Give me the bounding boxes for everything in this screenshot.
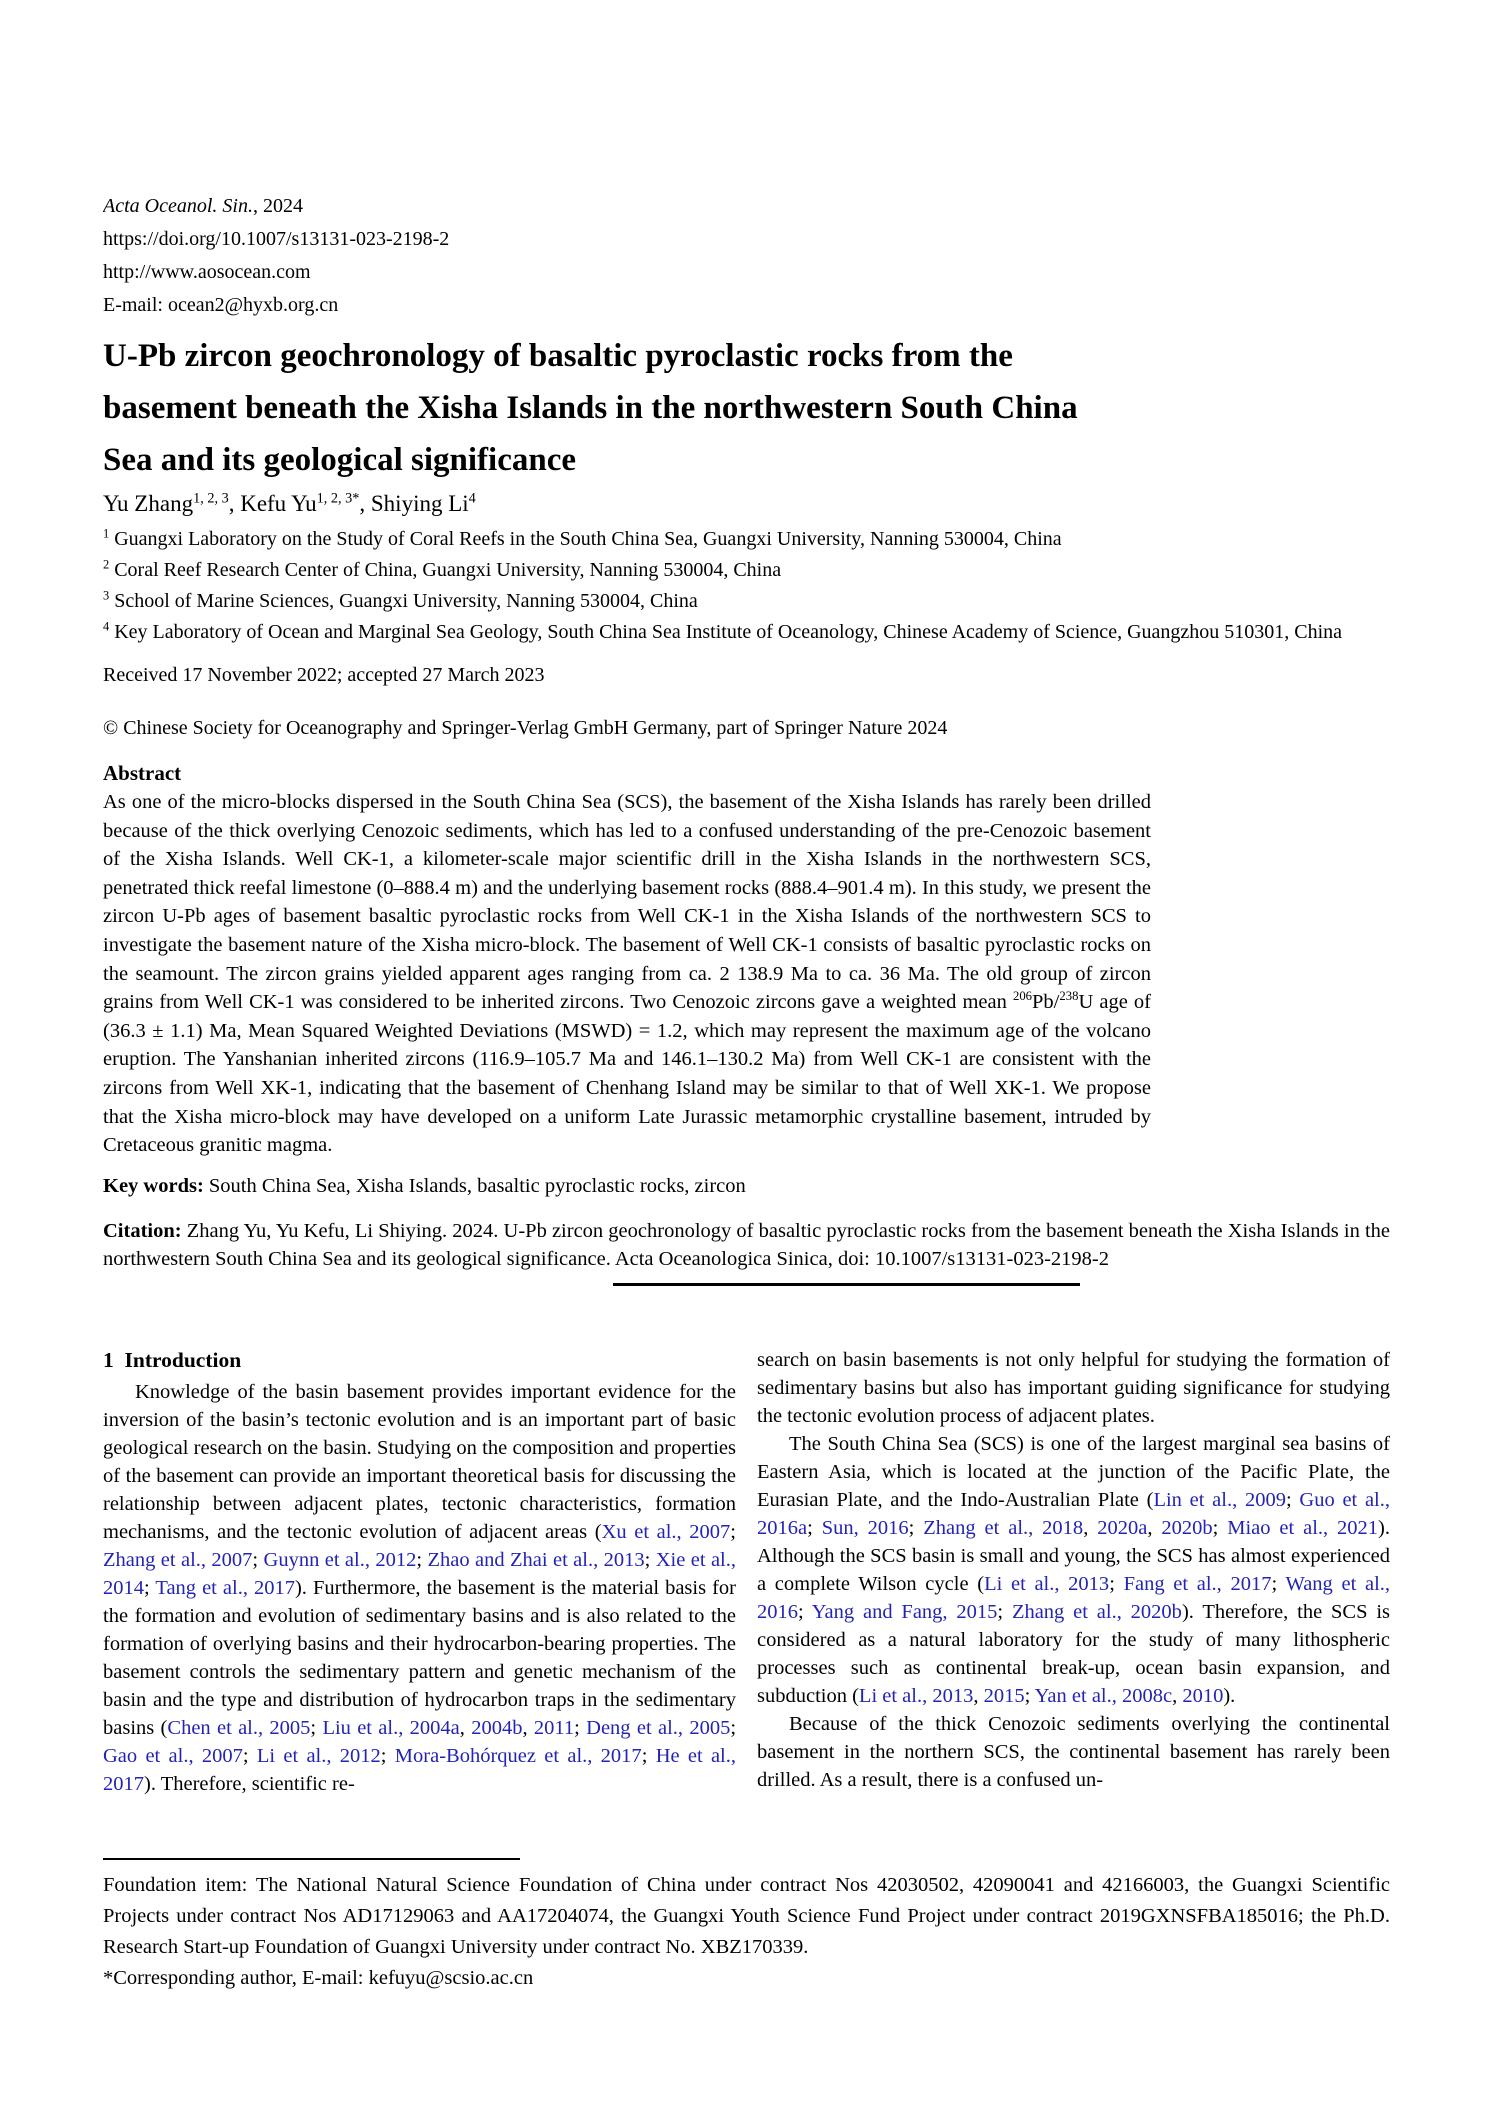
text-segment: , (1083, 1517, 1098, 1539)
citation-link[interactable]: 2015 (983, 1685, 1025, 1707)
affiliations (103, 524, 1390, 648)
text-segment: The South China Sea (SCS) is one of the largest marginal sea basins of Eastern Asia, which is located at the junction of the Pacific Plate, the Eurasian Plate, and the Indo-Australian Plate ( (757, 1433, 1390, 1511)
text-segment: , 2024 (252, 195, 303, 217)
text-segment: ; (252, 1549, 264, 1571)
copyright-line: © Chinese Society for Oceanography and Springer-Verlag GmbH Germany, part of Springer Nature 2024 (103, 717, 948, 739)
text-segment: Knowledge of the basin basement provides important evidence for the inversion of the basin’s tectonic evolution and is an important part of basic geological research on the basin. Studying on the composition and properties of the basement can provide an important theoretical basis for discussing the relationship between adjacent plates, tectonic characteristics, formation mechanisms, and the tectonic evolution of adjacent areas ( (103, 1381, 736, 1543)
text-segment: Because of the thick Cenozoic sediments overlying the continental basement in the northern SCS, the continental basement has rarely been drilled. As a result, there is a confused un- (757, 1713, 1390, 1791)
foundation-item: Foundation item: The National Natural Science Foundation of China under contract Nos 42030502, 42090041 and 42166003, the Guangxi Scientific Projects under contract Nos AD17129063 and AA17204074, the Guangxi Youth Science Fund Project under contract 2019GXNSFBA185016; the Ph.D. Research Start-up Foundation of Guangxi University under contract No. XBZ170339. (103, 1874, 1390, 1958)
paragraph (757, 1346, 1390, 1430)
affiliation-number: 1 (103, 526, 110, 541)
right-column (757, 1346, 1390, 1854)
citation-link[interactable]: Sun, 2016 (821, 1517, 909, 1539)
text-segment: search on basin basements is not only helpful for studying the formation of sedimentary basins but also has important guiding significance for studying the tectonic evolution process of adjacent plates. (757, 1349, 1390, 1427)
citation-link[interactable]: Xie et al., 2014 (103, 1549, 736, 1599)
citation-link[interactable]: He et al., 2017 (103, 1745, 737, 1795)
text-segment: Pb/ (1032, 991, 1060, 1014)
corresponding-author-line: *Corresponding author, E-mail: kefuyu@scsio.ac.cn (103, 1967, 534, 1989)
citation-link[interactable]: Zhao and Zhai et al., 2013 (427, 1549, 645, 1571)
citation-link[interactable]: Deng et al., 2005 (586, 1717, 731, 1739)
left-column (103, 1346, 736, 1854)
citation-link[interactable]: Zhang et al., 2020b (1011, 1601, 1182, 1623)
superscript-text: 1, 2, 3 (193, 490, 229, 507)
superscript-text: 238 (1059, 989, 1079, 1004)
affiliation-text: School of Marine Sciences, Guangxi University, Nanning 530004, China (114, 590, 698, 612)
section-heading-introduction: 1 Introduction (103, 1348, 242, 1372)
journal-header (103, 0, 1390, 322)
citation-block (103, 1217, 1390, 1274)
paragraph (757, 1430, 1390, 1710)
text-segment: ). Furthermore, the basement is the material basis for the formation and evolution of sedimentary basins and is also related to the formation of overlying basins and their hydrocarbon-bearing properties. The basement controls the sedimentary pattern and genetic mechanism of the basin and the type and distribution of hydrocarbon traps in the sedimentary basins ( (103, 1577, 736, 1739)
journal-name-line (103, 190, 1390, 223)
citation-link[interactable]: Tang et al., 2017 (155, 1577, 295, 1599)
citation-link[interactable]: Li et al., 2012 (256, 1745, 381, 1767)
affiliation (103, 617, 1390, 648)
text-segment: ; (1212, 1517, 1228, 1539)
received-line: Received 17 November 2022; accepted 27 March 2023 (103, 664, 545, 686)
affiliation (103, 524, 1390, 555)
affiliation-number: 2 (103, 557, 110, 572)
front-matter (103, 0, 1390, 1300)
footnote-rule (103, 1858, 520, 1860)
citation-link[interactable]: Fang et al., 2017 (1123, 1573, 1272, 1595)
text-segment: U age of (36.3 ± 1.1) Ma, Mean Squared Weighted Deviations (MSWD) = 1.2, which may represent the maximum age of the volcano eruption. The Yanshanian inherited zircons (116.9–105.7 Ma and 146.1–130.2 Ma) from Well CK-1 are consistent with the zircons from Well XK-1, indicating that the basement of Chenhang Island may be similar to that of Well XK-1. We propose that the Xisha micro-block may have developed on a uniform Late Jurassic metamorphic crystalline basement, intruded by Cretaceous granitic magma. (103, 991, 1151, 1157)
text-segment: ; (1285, 1489, 1300, 1511)
text-segment: , (1147, 1517, 1162, 1539)
citation-link[interactable]: Lin et al., 2009 (1153, 1489, 1286, 1511)
text-segment: ; (807, 1517, 822, 1539)
text-segment: , (973, 1685, 984, 1707)
text-segment: ). Therefore, scientific re- (144, 1773, 355, 1795)
text-segment: ). (1223, 1685, 1236, 1707)
citation-link[interactable]: Gao et al., 2007 (103, 1745, 243, 1767)
affiliation (103, 555, 1390, 586)
citation-link[interactable]: Liu et al., 2004a (322, 1717, 460, 1739)
text-segment: ; (641, 1745, 656, 1767)
text-segment: Yu Zhang (103, 491, 194, 516)
citation-link[interactable]: Chen et al., 2005 (167, 1717, 311, 1739)
body-text-columns (103, 1346, 1390, 1854)
citation-link[interactable]: 2004b (471, 1717, 523, 1739)
text-segment: ). Therefore, the SCS is considered as a natural laboratory for the study of many lithospheric processes such as continental break-up, ocean basin expansion, and subduction ( (757, 1601, 1390, 1707)
citation-link[interactable]: Yan et al., 2008c (1034, 1685, 1173, 1707)
affiliation-text: Guangxi Laboratory on the Study of Coral Reefs in the South China Sea, Guangxi University, Nanning 530004, China (114, 528, 1062, 550)
text-segment: , Shiying Li (359, 491, 469, 516)
website-line: http://www.aosocean.com (103, 261, 311, 283)
citation-link[interactable]: Guo et al., 2016a (757, 1489, 1390, 1539)
affiliation-text: Coral Reef Research Center of China, Guangxi University, Nanning 530004, China (114, 559, 782, 581)
text-segment: As one of the micro-blocks dispersed in the South China Sea (SCS), the basement of the Xisha Islands has rarely been drilled because of the thick overlying Cenozoic sediments, which has led to a confused understanding of the pre-Cenozoic basement of the Xisha Islands. Well CK-1, a kilometer-scale major scientific drill in the Xisha Islands in the northwestern SCS, penetrated thick reefal limestone (0–888.4 m) and the underlying basement rocks (888.4–901.4 m). In this study, we present the zircon U-Pb ages of basement basaltic pyroclastic rocks from Well CK-1 in the Xisha Islands of the northwestern SCS to investigate the basement nature of the Xisha micro-block. The basement of Well CK-1 consists of basaltic pyroclastic rocks on the seamount. The zircon grains yielded apparent ages ranging from ca. 2 138.9 Ma to ca. 36 Ma. The old group of zircon grains from Well CK-1 was considered to be inherited zircons. Two Cenozoic zircons gave a weighted mean (103, 791, 1151, 1014)
text-segment: ; (574, 1717, 587, 1739)
text-segment: ; (644, 1549, 656, 1571)
citation-link[interactable]: Li et al., 2013 (858, 1685, 974, 1707)
text-segment: ; (1109, 1573, 1124, 1595)
affiliation-number: 4 (103, 619, 110, 634)
text-segment: ; (798, 1601, 812, 1623)
abstract-heading: Abstract (103, 761, 182, 785)
citation-link[interactable]: Zhang et al., 2018 (923, 1517, 1084, 1539)
affiliation-text: Key Laboratory of Ocean and Marginal Sea Geology, South China Sea Institute of Oceanology, Chinese Academy of Science, Guangzhou 510301, China (114, 621, 1343, 643)
email-line: E-mail: ocean2@hyxb.org.cn (103, 294, 339, 316)
text-segment: , Kefu Yu (228, 491, 317, 516)
footnote-block (103, 1858, 1390, 1994)
citation-link[interactable]: Zhang et al., 2007 (103, 1549, 253, 1571)
superscript-text: 4 (468, 490, 476, 507)
superscript-text: 1, 2, 3* (316, 490, 360, 507)
paper-title: U-Pb zircon geochronology of basaltic pyroclastic rocks from the basement beneath the Xisha Islands in the northwestern South China Sea and its geological significance (103, 338, 1078, 478)
text-segment: ; (730, 1717, 737, 1739)
affiliation (103, 586, 1390, 617)
citation-link[interactable]: Miao et al., 2021 (1227, 1517, 1379, 1539)
authors-line (103, 488, 1390, 520)
citation-link[interactable]: Yang and Fang, 2015 (811, 1601, 998, 1623)
text-segment: Key words: (103, 1174, 209, 1197)
citation-link[interactable]: 2020b (1161, 1517, 1213, 1539)
text-segment: ; (416, 1549, 428, 1571)
citation-link[interactable]: 2010 (1182, 1685, 1224, 1707)
text-segment: ; (144, 1577, 156, 1599)
text-segment: ). Although the SCS basin is small and young, the SCS has almost experienced a complete Wilson cycle ( (757, 1517, 1390, 1595)
keywords-line (103, 1172, 1390, 1201)
text-segment: ; (730, 1521, 736, 1543)
text-segment: Zhang Yu, Yu Kefu, Li Shiying. 2024. U-Pb zircon geochronology of basaltic pyroclastic rocks from the basement beneath the Xisha Islands in the northwestern South China Sea and its geological significance. Acta Oceanologica Sinica, doi: 10.1007/s13131-023-2198-2 (103, 1219, 1390, 1271)
text-segment: ; (1271, 1573, 1286, 1595)
citation-link[interactable]: Li et al., 2013 (984, 1573, 1110, 1595)
text-segment: South China Sea, Xisha Islands, basaltic pyroclastic rocks, zircon (208, 1174, 746, 1197)
text-segment: ; (380, 1745, 395, 1767)
affiliation-number: 3 (103, 588, 110, 603)
section-divider-rule (613, 1283, 1080, 1286)
citation-link[interactable]: 2011 (533, 1717, 575, 1739)
citation-link[interactable]: Xu et al., 2007 (601, 1521, 731, 1543)
citation-link[interactable]: Wang et al., 2016 (757, 1573, 1390, 1623)
citation-link[interactable]: Guynn et al., 2012 (263, 1549, 417, 1571)
paragraph (103, 1378, 736, 1798)
text-segment: Acta Oceanol. Sin. (103, 195, 253, 217)
citation-link[interactable]: 2020a (1097, 1517, 1148, 1539)
text-segment: ; (1024, 1685, 1035, 1707)
text-segment: ; (997, 1601, 1012, 1623)
doi-line: https://doi.org/10.1007/s13131-023-2198-2 (103, 228, 450, 250)
text-segment: , (1172, 1685, 1183, 1707)
superscript-text: 206 (1012, 989, 1033, 1004)
text-segment: ; (908, 1517, 924, 1539)
text-segment: , (459, 1717, 472, 1739)
text-segment: , (522, 1717, 534, 1739)
text-segment: ; (310, 1717, 323, 1739)
text-segment: Citation: (103, 1219, 187, 1242)
text-segment: ; (242, 1745, 257, 1767)
citation-link[interactable]: Mora-Bohórquez et al., 2017 (394, 1745, 642, 1767)
abstract-text (103, 788, 1151, 1160)
paragraph (757, 1710, 1390, 1794)
